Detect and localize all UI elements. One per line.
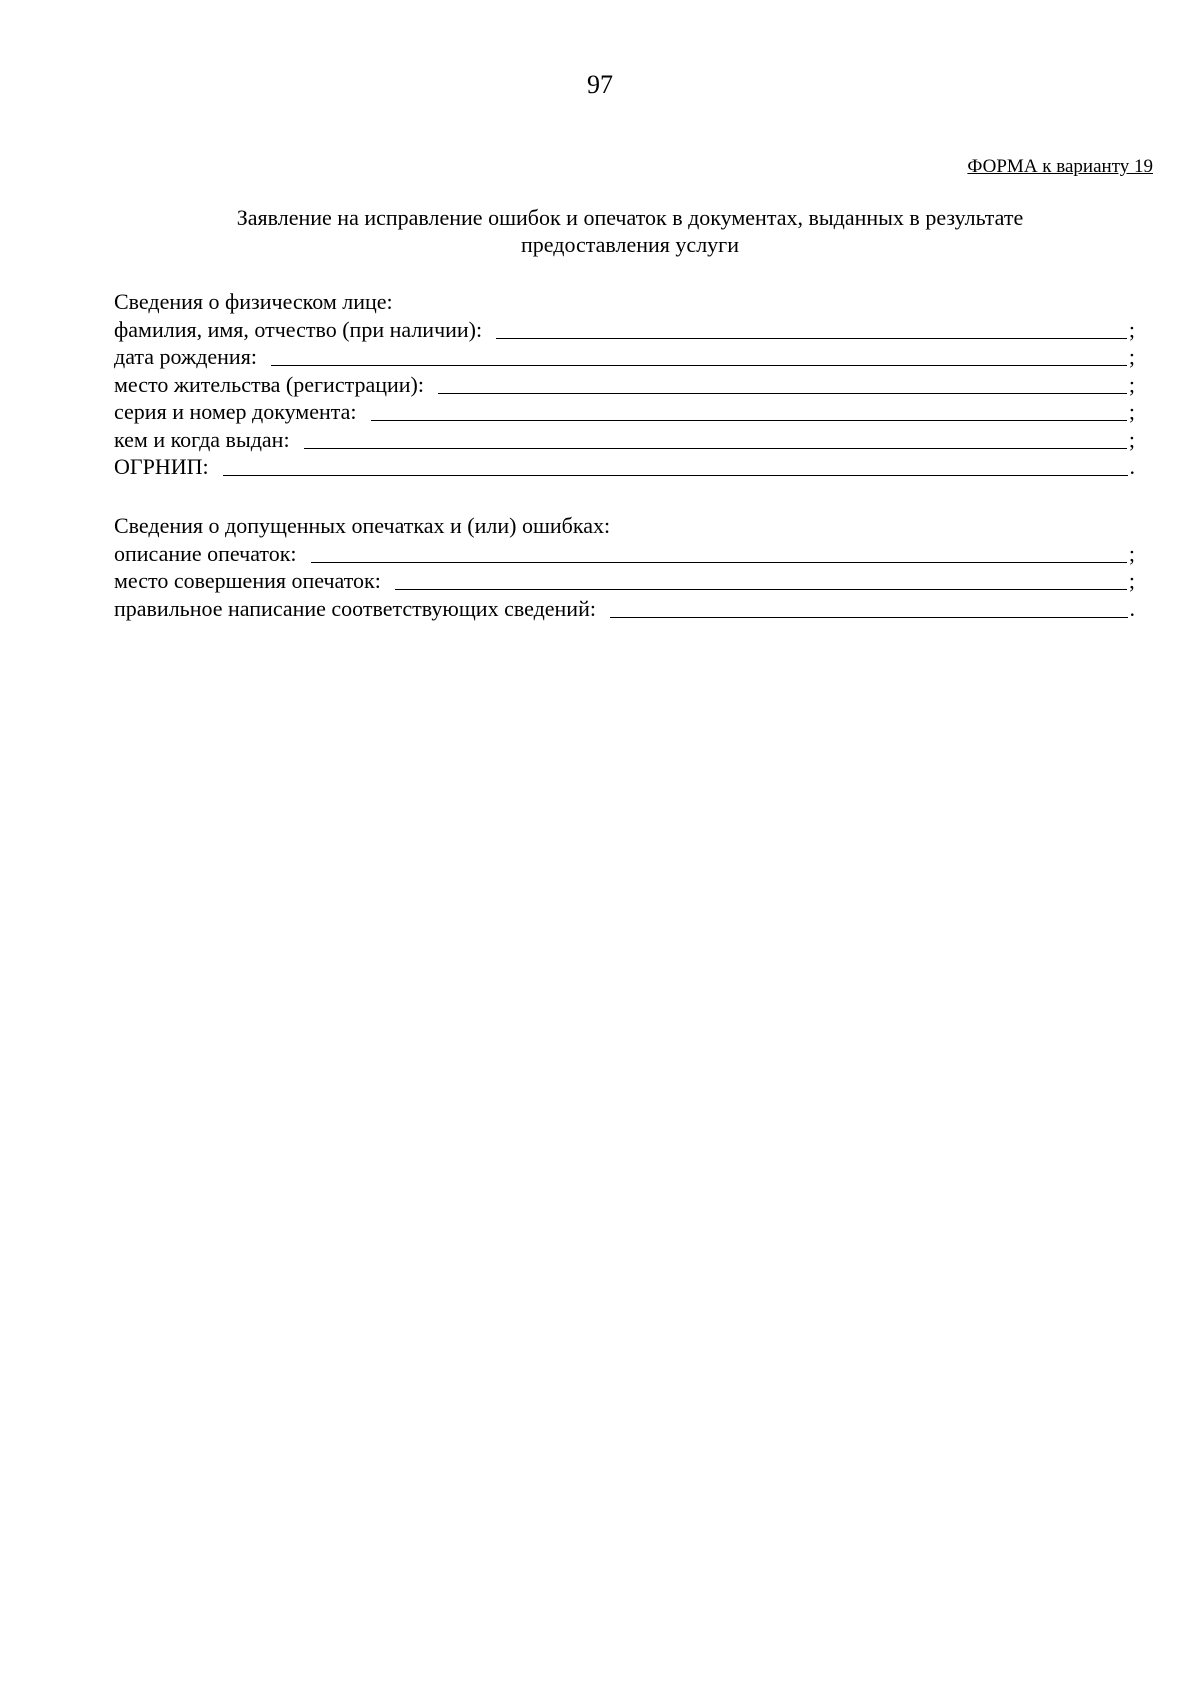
- field-end-document-number: ;: [1128, 399, 1135, 424]
- field-blank-residence[interactable]: [438, 375, 1127, 394]
- section-person-heading: Сведения о физическом лице:: [114, 289, 393, 314]
- field-row-correct-spelling: [114, 595, 1135, 623]
- field-blank-issued-by[interactable]: [304, 430, 1127, 449]
- field-row-residence: [114, 371, 1135, 399]
- field-row-issued-by: [114, 426, 1135, 454]
- field-end-full-name: ;: [1128, 316, 1135, 342]
- field-end-residence: ;: [1128, 371, 1135, 397]
- form-reference: ФОРМА к варианту 19: [967, 156, 1153, 177]
- field-label-issued-by: кем и когда выдан:: [114, 426, 290, 452]
- section-errors-heading: Сведения о допущенных опечатках и (или) ошибках:: [114, 513, 611, 538]
- field-label-ogrnip: ОГРНИП:: [114, 454, 209, 479]
- document-title-line-2: предоставления услуги: [521, 232, 739, 257]
- field-blank-ogrnip[interactable]: [223, 457, 1128, 476]
- field-row-ogrnip: [114, 453, 1135, 481]
- field-row-document-number: [114, 398, 1135, 426]
- field-blank-typo-description[interactable]: [311, 544, 1127, 563]
- field-label-typo-description: описание опечаток:: [114, 540, 297, 566]
- field-row-full-name: [114, 316, 1135, 344]
- field-blank-document-number[interactable]: [371, 402, 1127, 421]
- field-row-birth-date: [114, 343, 1135, 371]
- field-label-typo-location: место совершения опечаток:: [114, 568, 381, 593]
- document-title: [150, 204, 1110, 258]
- page-number: 97: [587, 70, 613, 99]
- field-label-document-number: серия и номер документа:: [114, 399, 357, 424]
- field-row-typo-description: [114, 540, 1135, 568]
- section-person-info: [114, 288, 1135, 481]
- field-end-issued-by: ;: [1128, 426, 1135, 452]
- field-end-typo-description: ;: [1128, 540, 1135, 566]
- field-blank-correct-spelling[interactable]: [610, 599, 1128, 618]
- field-end-correct-spelling: .: [1129, 595, 1135, 621]
- field-end-ogrnip: .: [1129, 454, 1135, 479]
- field-blank-birth-date[interactable]: [271, 347, 1127, 366]
- document-title-line-1: Заявление на исправление ошибок и опечаток в документах, выданных в результате: [236, 205, 1024, 230]
- field-row-typo-location: [114, 567, 1135, 595]
- section-errors-info: [114, 512, 1135, 622]
- field-label-full-name: фамилия, имя, отчество (при наличии):: [114, 316, 483, 342]
- field-end-typo-location: ;: [1128, 568, 1135, 593]
- field-blank-typo-location[interactable]: [395, 571, 1127, 590]
- field-blank-full-name[interactable]: [496, 320, 1127, 339]
- field-label-birth-date: дата рождения:: [114, 344, 257, 369]
- field-end-birth-date: ;: [1128, 344, 1135, 369]
- field-label-residence: место жительства (регистрации):: [114, 371, 424, 397]
- field-label-correct-spelling: правильное написание соответствующих сведений:: [114, 595, 596, 621]
